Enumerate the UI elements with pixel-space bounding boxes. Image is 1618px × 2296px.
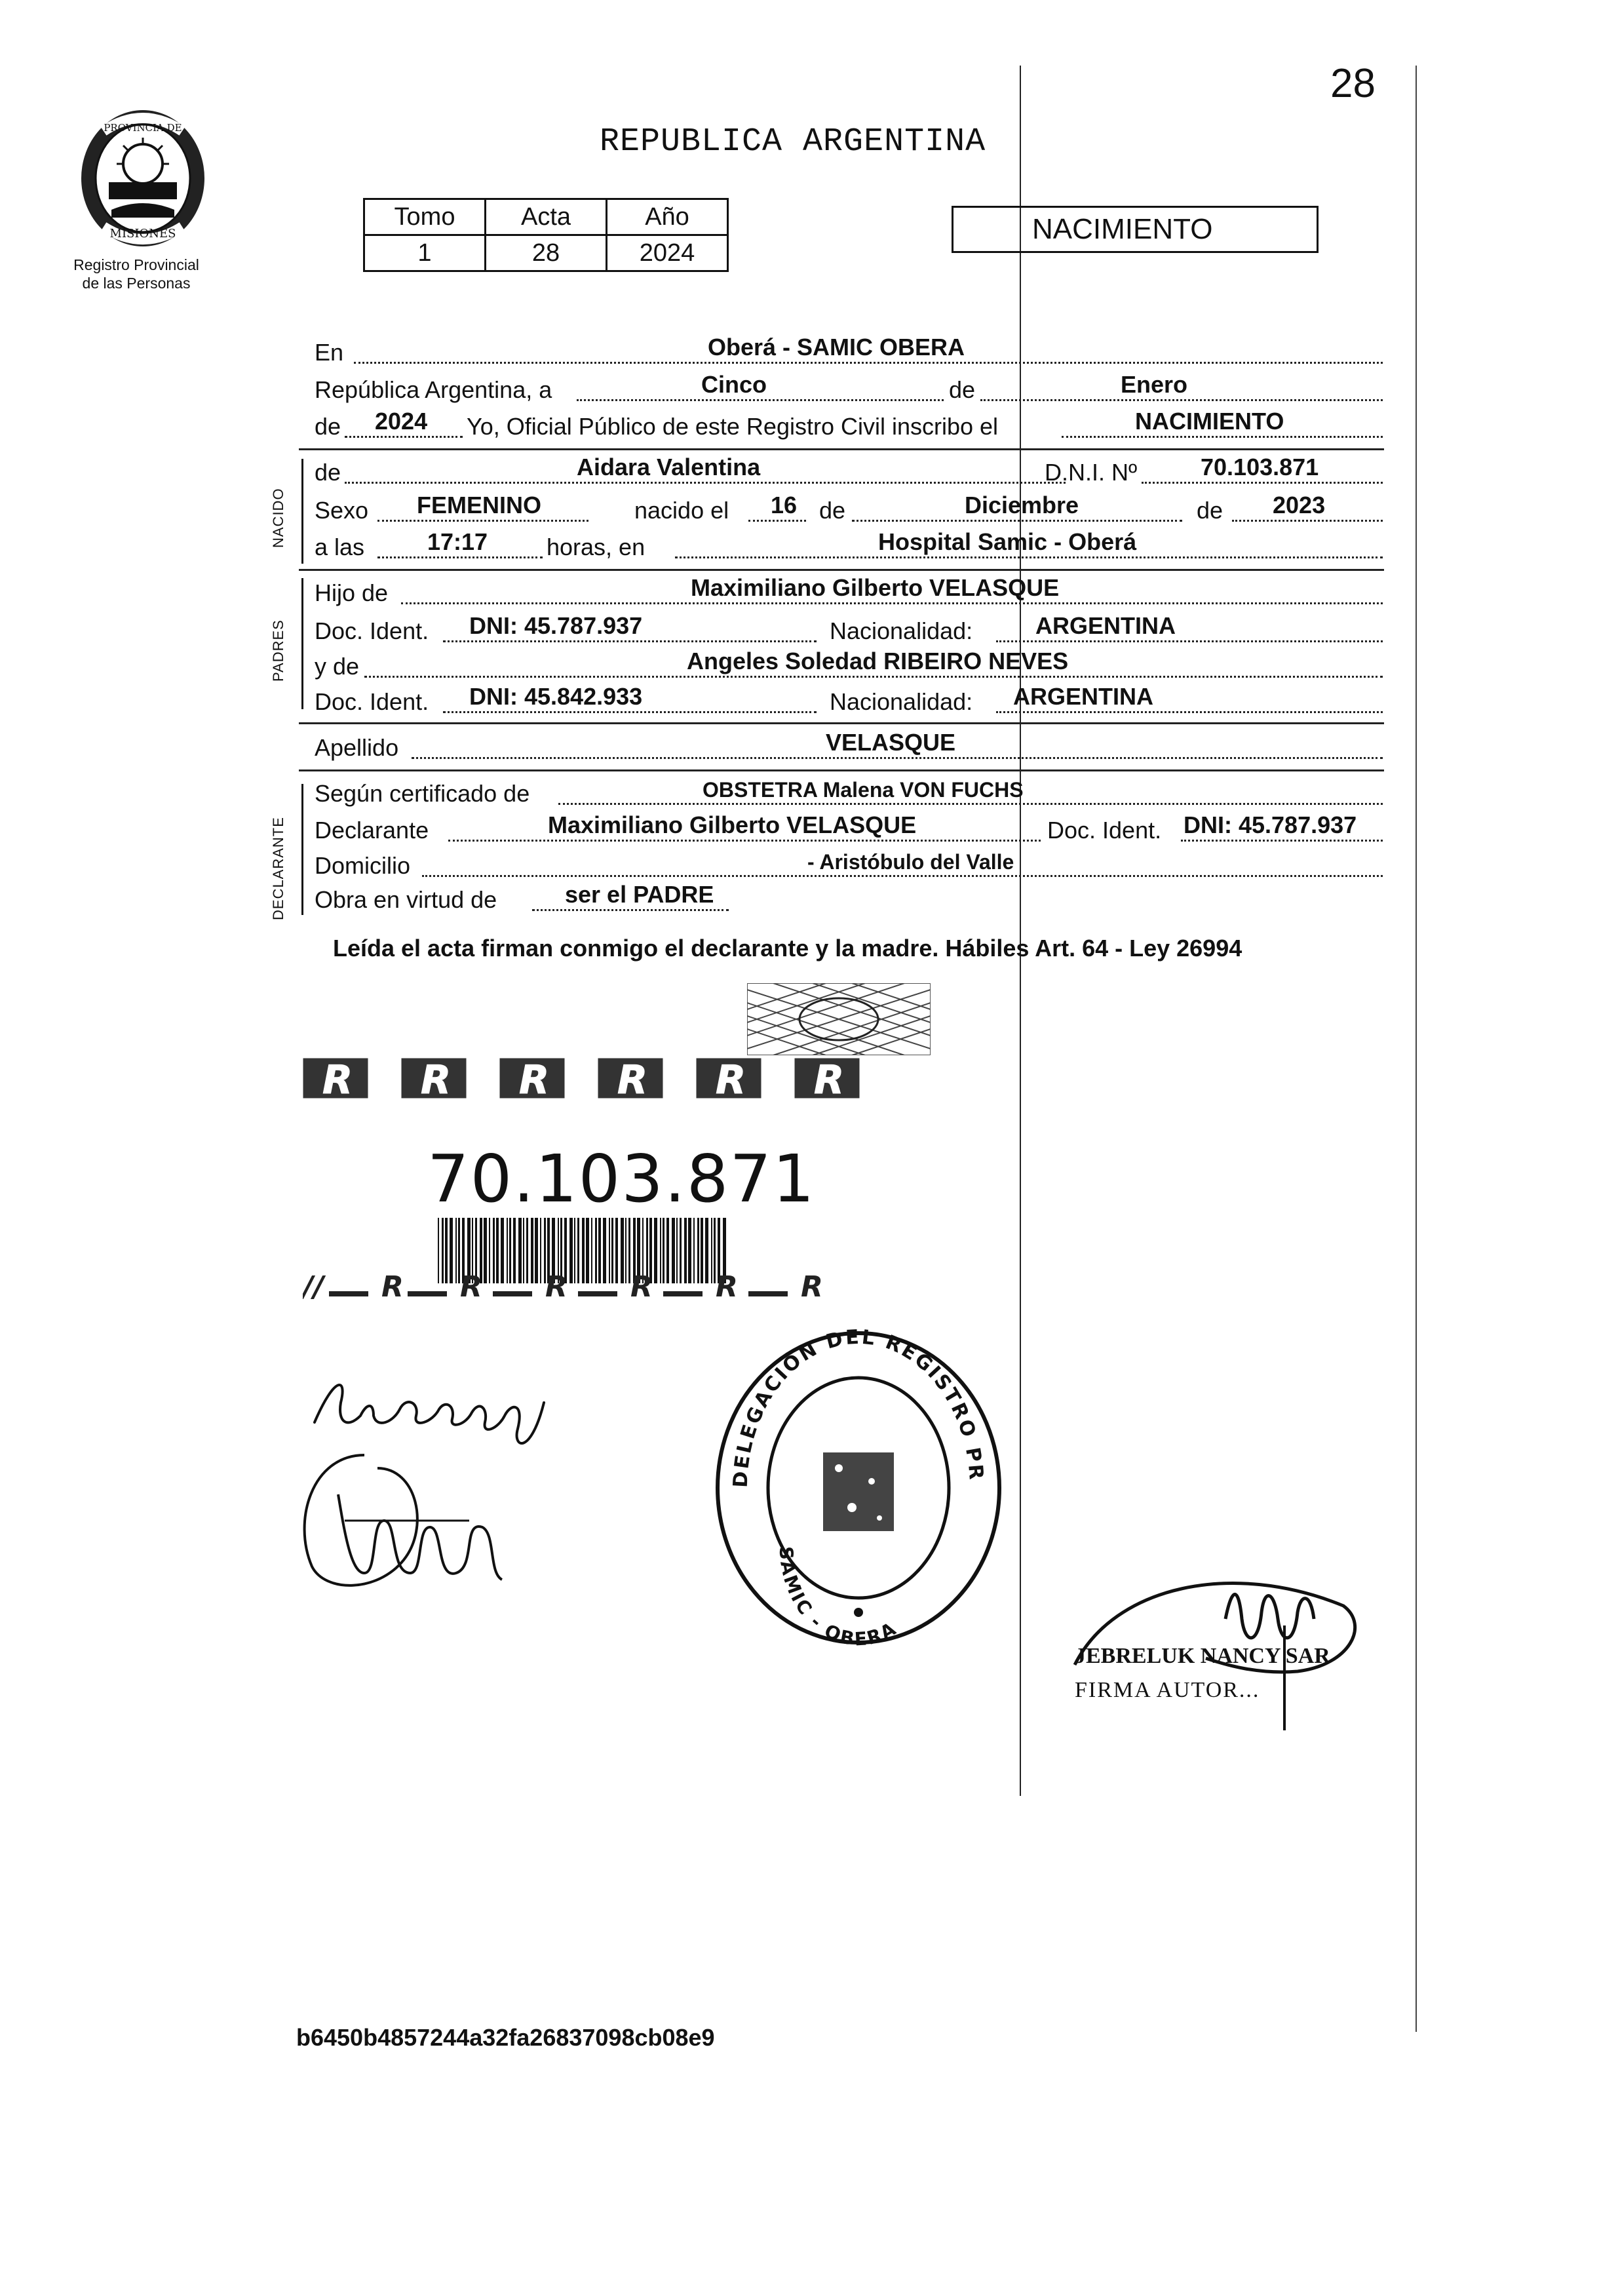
seal-caption-line2: de las Personas xyxy=(82,275,191,292)
provincial-seal xyxy=(77,105,208,249)
svg-text:R: R xyxy=(322,1057,353,1103)
dotted-line xyxy=(996,640,1383,642)
watermark-row-top xyxy=(296,1049,886,1108)
svg-text:R: R xyxy=(381,1270,404,1304)
section-nacido-label: NACIDO xyxy=(270,488,286,548)
value-birth-place: Hospital Samic - Oberá xyxy=(878,528,1137,555)
padres-row-father xyxy=(315,574,1383,611)
svg-text:R: R xyxy=(630,1270,653,1304)
value-child-dni: 70.103.871 xyxy=(1201,454,1319,480)
label-domicilio: Domicilio xyxy=(315,852,411,879)
vertical-fold-line xyxy=(1020,66,1021,1796)
label-declarante: Declarante xyxy=(315,817,429,844)
svg-text:R: R xyxy=(545,1270,568,1304)
dotted-line xyxy=(996,711,1383,713)
dotted-line xyxy=(443,640,817,642)
svg-text:R: R xyxy=(814,1057,845,1103)
declarante-row-obra xyxy=(315,881,1383,918)
value-year: 2024 xyxy=(375,408,428,435)
dotted-line xyxy=(852,520,1182,522)
label-horas-en: horas, en xyxy=(547,534,645,560)
value-certificado: OBSTETRA Malena VON FUCHS xyxy=(703,778,1024,802)
label-nacionalidad: Nacionalidad: xyxy=(830,688,973,715)
section-declarante-label: DECLARANTE xyxy=(270,817,286,920)
header-acta: Acta xyxy=(486,199,607,235)
dotted-line xyxy=(443,711,817,713)
label-republica: República Argentina, a xyxy=(315,376,552,403)
record-type-box: NACIMIENTO xyxy=(952,206,1319,253)
section-bracket xyxy=(301,784,303,915)
watermark-row-bottom xyxy=(303,1265,893,1304)
registry-table xyxy=(363,198,729,272)
value-sexo: FEMENINO xyxy=(417,492,542,518)
value-mother-name: Angeles Soledad RIBEIRO NEVES xyxy=(687,648,1069,674)
label-dni: D.N.I. Nº xyxy=(1045,459,1138,486)
svg-text:PROVINCIA DE: PROVINCIA DE xyxy=(104,122,182,134)
apellido-row xyxy=(315,729,1383,766)
seal-emblem-icon xyxy=(77,105,208,249)
security-guilloche-icon xyxy=(747,983,931,1055)
value-birth-time: 17:17 xyxy=(427,528,488,555)
dotted-line xyxy=(980,399,1383,401)
label-de: de xyxy=(949,376,976,403)
header-ano: Año xyxy=(607,199,728,235)
intro-row-year xyxy=(315,408,1383,444)
value-birth-day: 16 xyxy=(771,492,798,518)
value-birth-month: Diciembre xyxy=(965,492,1079,518)
label-y-de: y de xyxy=(315,653,360,680)
label-de: de xyxy=(819,497,846,524)
declarante-row-cert xyxy=(315,779,1383,811)
svg-text:R: R xyxy=(460,1270,482,1304)
signature-icon xyxy=(286,1442,509,1599)
dotted-line xyxy=(1062,436,1383,438)
dotted-line xyxy=(675,556,1383,558)
svg-text:R: R xyxy=(421,1057,452,1103)
svg-text:R: R xyxy=(617,1057,648,1103)
label-de: de xyxy=(315,459,341,486)
dotted-line xyxy=(532,909,729,911)
value-birth-year: 2023 xyxy=(1273,492,1326,518)
dotted-line xyxy=(1142,482,1383,484)
dotted-line xyxy=(1181,840,1383,842)
label-doc-ident: Doc. Ident. xyxy=(315,617,429,644)
official-role: FIRMA AUTOR... xyxy=(1075,1678,1260,1702)
section-bracket xyxy=(301,459,303,564)
value-father-nationality: ARGENTINA xyxy=(1035,612,1176,639)
official-stamp-icon xyxy=(708,1324,1009,1652)
dotted-line xyxy=(558,803,1383,805)
value-event: NACIMIENTO xyxy=(1135,408,1284,435)
label-nacionalidad: Nacionalidad: xyxy=(830,617,973,644)
svg-text://: // xyxy=(303,1270,324,1304)
dotted-line xyxy=(401,602,1383,604)
divider xyxy=(299,569,1384,571)
registered-r-watermark-icon xyxy=(303,1265,893,1304)
officer-text: Yo, Oficial Público de este Registro Civil inscribo el xyxy=(467,413,999,440)
right-margin-line xyxy=(1416,66,1417,2032)
official-stamp xyxy=(708,1324,1009,1652)
page-number: 28 xyxy=(1330,61,1376,106)
value-domicilio: - Aristóbulo del Valle xyxy=(807,850,1014,874)
intro-row-en xyxy=(315,334,1383,370)
nacido-row-name xyxy=(315,454,1383,490)
label-en: En xyxy=(315,339,344,366)
dotted-line xyxy=(577,399,944,401)
closing-note: Leída el acta firman conmigo el declarante y la madre. Hábiles Art. 64 - Ley 26994 xyxy=(333,935,1242,962)
value-father-name: Maximiliano Gilberto VELASQUE xyxy=(691,574,1060,601)
nacido-row-sexo xyxy=(315,492,1383,528)
value-apellido: VELASQUE xyxy=(826,729,956,756)
label-a-las: a las xyxy=(315,534,365,560)
padres-row-father-doc xyxy=(315,612,1383,649)
label-sexo: Sexo xyxy=(315,497,369,524)
value-month: Enero xyxy=(1121,371,1188,398)
security-pattern xyxy=(747,983,931,1055)
declarante-row-domicilio xyxy=(315,851,1383,884)
label-hijo-de: Hijo de xyxy=(315,579,389,606)
divider xyxy=(299,769,1384,771)
value-mother-nationality: ARGENTINA xyxy=(1013,683,1153,710)
value-en: Oberá - SAMIC OBERA xyxy=(708,334,965,360)
value-declarante-doc: DNI: 45.787.937 xyxy=(1184,811,1357,838)
value-ano: 2024 xyxy=(607,235,728,271)
divider xyxy=(299,722,1384,724)
dotted-line xyxy=(345,436,463,438)
value-mother-doc: DNI: 45.842.933 xyxy=(469,683,643,710)
label-apellido: Apellido xyxy=(315,734,399,761)
document-hash: b6450b4857244a32fa26837098cb08e9 xyxy=(296,2024,715,2051)
padres-row-mother xyxy=(315,648,1383,684)
dotted-line xyxy=(354,362,1383,364)
padres-row-mother-doc xyxy=(315,683,1383,720)
official-signature xyxy=(1062,1534,1376,1743)
svg-text:R: R xyxy=(716,1270,738,1304)
label-doc-ident: Doc. Ident. xyxy=(1047,817,1162,844)
dotted-line xyxy=(377,556,543,558)
dotted-line xyxy=(748,520,806,522)
nacido-row-time xyxy=(315,528,1383,565)
dotted-line xyxy=(1232,520,1383,522)
section-bracket xyxy=(301,578,303,709)
svg-text:R: R xyxy=(519,1057,550,1103)
official-name: JEBRELUK NANCY SAR xyxy=(1075,1644,1330,1668)
label-obra-en-virtud: Obra en virtud de xyxy=(315,886,497,913)
header-tomo: Tomo xyxy=(364,199,486,235)
seal-caption-line1: Registro Provincial xyxy=(73,256,199,273)
svg-text:SAMIC - OBERA: SAMIC - OBERA xyxy=(775,1546,902,1650)
intro-row-date xyxy=(315,371,1383,408)
dni-number-print: 70.103.871 xyxy=(427,1140,816,1217)
value-declarante: Maximiliano Gilberto VELASQUE xyxy=(548,811,917,838)
svg-text:R: R xyxy=(801,1270,823,1304)
page-title: REPUBLICA ARGENTINA xyxy=(600,123,986,161)
label-nacido-el: nacido el xyxy=(634,497,729,524)
value-tomo: 1 xyxy=(364,235,486,271)
divider xyxy=(299,448,1384,450)
value-child-name: Aidara Valentina xyxy=(577,454,761,480)
svg-text:DELEGACIÓN DEL REGISTRO PROVIN: DELEGACIÓN DEL REGISTRO PR xyxy=(729,1325,988,1489)
svg-text:R: R xyxy=(716,1057,746,1103)
mother-signature xyxy=(286,1442,509,1599)
dotted-line xyxy=(448,840,1041,842)
dotted-line xyxy=(364,676,1383,678)
dotted-line xyxy=(412,757,1383,759)
section-padres-label: PADRES xyxy=(270,619,286,682)
registered-r-watermark-icon xyxy=(296,1049,886,1108)
dotted-line xyxy=(377,520,588,522)
label-doc-ident: Doc. Ident. xyxy=(315,688,429,715)
dotted-line xyxy=(422,875,1383,877)
label-de2: de xyxy=(315,413,341,440)
seal-caption xyxy=(58,256,215,292)
signature-icon xyxy=(1062,1534,1376,1743)
declarante-row-name xyxy=(315,811,1383,848)
value-father-doc: DNI: 45.787.937 xyxy=(469,612,643,639)
value-obra: ser el PADRE xyxy=(565,881,714,908)
label-de: de xyxy=(1197,497,1223,524)
value-acta: 28 xyxy=(486,235,607,271)
label-certificado: Según certificado de xyxy=(315,780,530,807)
value-day: Cinco xyxy=(701,371,767,398)
dotted-line xyxy=(345,482,1066,484)
svg-text:MISIONES: MISIONES xyxy=(109,227,176,241)
